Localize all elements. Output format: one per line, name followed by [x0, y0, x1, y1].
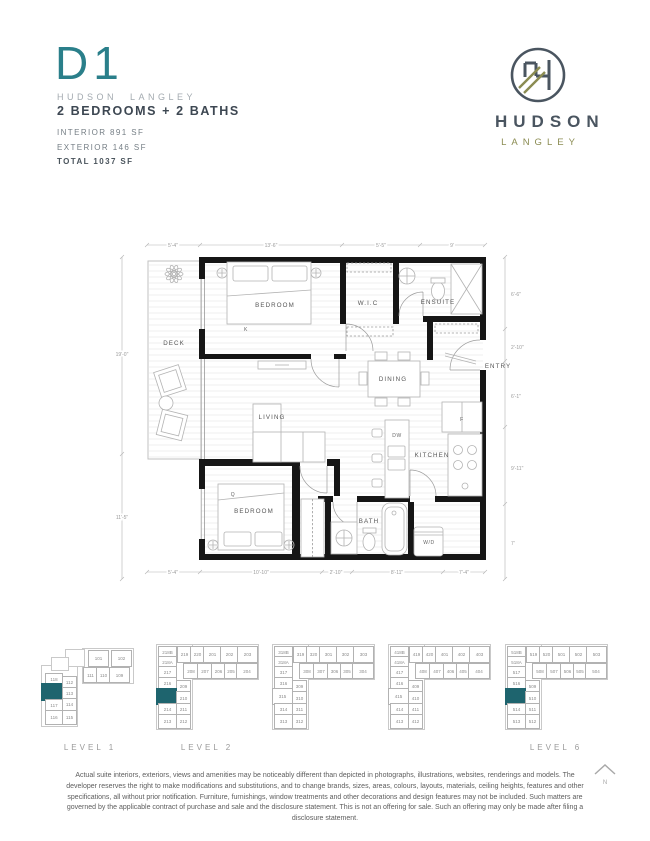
keyplan-unit: 410 — [408, 691, 423, 705]
disclaimer-text: Actual suite interiors, exteriors, views and amenities may be noticeably different than depicted in photographs, illustrations, websites, renderings and models. The developer reserves the right to make modifications and substitutions, and to change brands, sizes, areas, colours, layouts, materials, ceiling heights, features and other specifications, all without prior notification. Furniture, furnishings, window treatments and other decorations and design features may not be included. Such matters are governed by the applicable contract of purchase and sale and the disclosure statement. This is not an offering for sale. Such an offering may only be made after filing a disclosure statement. — [66, 772, 584, 823]
keyplan-unit: 318A — [274, 656, 293, 668]
keyplan-unit: 514 — [507, 703, 526, 716]
keyplan-unit: 112 — [62, 676, 77, 689]
keyplan-unit: 402 — [452, 646, 471, 663]
keyplan-unit: 312 — [292, 714, 307, 729]
keyplan-unit: 217 — [158, 666, 177, 679]
logo-subword: LANGLEY — [501, 137, 580, 148]
svg-text:11'-5": 11'-5" — [115, 515, 129, 521]
keyplan-unit: 209 — [176, 680, 191, 693]
keyplan-unit: 110 — [96, 667, 111, 683]
keyplan-unit: 203 — [237, 646, 258, 663]
keyplan-unit: 115 — [62, 710, 77, 725]
keyplan-unit: 205 — [224, 663, 238, 679]
keyplan-unit: 419 — [409, 646, 424, 663]
keyplan-unit: 415 — [388, 688, 409, 705]
keyplan-unit: 114 — [62, 698, 77, 711]
plan-code: D1 — [55, 37, 124, 89]
keyplan-caption: LEVEL 1 — [63, 743, 117, 752]
keyplan-level-1 — [38, 643, 142, 735]
keyplan-unit: 517 — [507, 666, 526, 679]
kitchen-label: KITCHEN — [414, 452, 450, 459]
keyplan-unit: 316 — [274, 677, 293, 690]
keyplan-unit: 513 — [507, 714, 526, 729]
svg-text:7': 7' — [511, 541, 515, 547]
keyplan-level-4 — [387, 643, 491, 735]
keyplan-unit: 518A — [507, 656, 526, 668]
exterior-area: EXTERIOR 146 SF — [57, 143, 147, 152]
bedroom2-label: BEDROOM — [234, 508, 274, 515]
svg-text:5'-4": 5'-4" — [168, 570, 178, 576]
keyplan-unit: 510 — [525, 691, 540, 705]
keyplan-unit: 220 — [190, 646, 205, 663]
keyplan-unit: 501 — [552, 646, 571, 663]
svg-text:5'-4": 5'-4" — [168, 243, 178, 249]
hudson-langley-logo — [489, 46, 605, 148]
keyplan-unit: 520 — [539, 646, 554, 663]
svg-text:8'-11": 8'-11" — [390, 570, 404, 576]
keyplan-unit: 117 — [45, 699, 63, 712]
keyplan-unit: 509 — [525, 680, 540, 693]
keyplan-unit: 512 — [525, 714, 540, 729]
north-arrow-icon — [592, 762, 618, 788]
keyplan-unit: 118 — [45, 673, 63, 685]
keyplan-unit: 317 — [274, 666, 293, 679]
bedroom1-label: BEDROOM — [255, 302, 295, 309]
keyplan-unit: 208 — [183, 663, 199, 679]
keyplan-unit: 408 — [415, 663, 431, 679]
keyplan-unit: 319 — [293, 646, 308, 663]
keyplan-unit: 411 — [408, 703, 423, 716]
keyplan-unit: 214 — [158, 703, 177, 716]
king-bed-label: K — [244, 327, 248, 333]
keyplan-unit: 407 — [429, 663, 445, 679]
svg-text:2'-10": 2'-10" — [329, 570, 343, 576]
keyplan-unit: 314 — [274, 703, 293, 716]
keyplan-caption: LEVEL 6 — [529, 743, 583, 752]
keyplan-unit: 503 — [586, 646, 607, 663]
keyplan-unit: 409 — [408, 680, 423, 693]
logo-monogram-icon — [509, 46, 567, 104]
svg-text:6'-6": 6'-6" — [511, 292, 521, 298]
ensuite-label: ENSUITE — [420, 299, 456, 306]
svg-text:19'-0": 19'-0" — [115, 352, 129, 358]
keyplan-unit: 210 — [176, 691, 191, 705]
keyplan-unit: 206 — [211, 663, 226, 679]
bath-label: BATH — [358, 518, 380, 525]
keyplan-unit: 505 — [573, 663, 587, 679]
keyplan-unit: 502 — [569, 646, 588, 663]
keyplan-unit: 111 — [83, 667, 98, 683]
total-area: TOTAL 1037 SF — [57, 157, 134, 166]
keyplan-unit: 213 — [158, 714, 177, 729]
keyplan-unit: 401 — [435, 646, 454, 663]
suite-type: 2 BEDROOMS + 2 BATHS — [57, 104, 240, 118]
keyplan-unit: 313 — [274, 714, 293, 729]
keyplan-level-2 — [155, 643, 259, 735]
keyplan-building-outline — [51, 657, 69, 671]
wic-label: W.I.C — [357, 300, 379, 307]
interior-area: INTERIOR 891 SF — [57, 128, 145, 137]
living-label: LIVING — [258, 414, 286, 421]
bedroom2-furniture — [208, 484, 294, 550]
svg-text:7'-4": 7'-4" — [459, 570, 469, 576]
keyplan-level-3 — [271, 643, 375, 735]
keyplan-unit: 504 — [585, 663, 607, 679]
keyplan-unit: 303 — [353, 646, 374, 663]
keyplan-unit: 412 — [408, 714, 423, 729]
keyplan-unit: 404 — [468, 663, 490, 679]
keyplan-unit: 307 — [313, 663, 329, 679]
keyplan-unit: 416 — [390, 677, 409, 690]
keyplan-unit: 109 — [109, 667, 130, 683]
keyplan-unit: 204 — [236, 663, 258, 679]
fridge-label: F — [460, 417, 464, 423]
keyplan-unit: 507 — [546, 663, 562, 679]
keyplan-unit: 318B — [274, 646, 293, 658]
keyplan-unit: 218A — [158, 656, 177, 668]
keyplan-caption: LEVEL 2 — [180, 743, 234, 752]
dishwasher-label: DW — [392, 433, 402, 439]
keyplan-unit: 207 — [197, 663, 213, 679]
keyplan-unit: 201 — [203, 646, 222, 663]
keyplan-unit: 511 — [525, 703, 540, 716]
bedroom1-furniture — [217, 262, 321, 324]
keyplan-unit: 308 — [299, 663, 315, 679]
keyplan-unit: 202 — [220, 646, 239, 663]
keyplan-unit: 302 — [336, 646, 355, 663]
keyplan-unit: 403 — [469, 646, 490, 663]
keyplan-unit: 405 — [456, 663, 470, 679]
project-name: HUDSON LANGLEY — [57, 92, 197, 102]
keyplan-unit: 506 — [560, 663, 575, 679]
keyplan-unit: 420 — [422, 646, 437, 663]
dining-label: DINING — [378, 376, 408, 383]
washer-dryer-label: W/D — [423, 540, 435, 546]
logo-wordmark: HUDSON — [495, 112, 605, 131]
keyplan-unit: 218B — [158, 646, 177, 658]
svg-text:2'-10": 2'-10" — [511, 345, 524, 351]
keyplan-unit: 306 — [327, 663, 342, 679]
keyplan-unit: 219 — [177, 646, 192, 663]
keyplan-unit: 508 — [532, 663, 548, 679]
keyplan-unit: 310 — [292, 691, 307, 705]
keyplan-unit: 102 — [111, 650, 132, 667]
keyplan-unit: 101 — [88, 650, 109, 667]
queen-bed-label: Q — [230, 492, 236, 498]
keyplan-unit: 304 — [352, 663, 374, 679]
keyplan-unit: 116 — [45, 710, 63, 725]
svg-text:9'-11": 9'-11" — [511, 466, 524, 472]
keyplan-unit: 413 — [390, 714, 409, 729]
keyplan-unit: 311 — [292, 703, 307, 716]
keyplan-unit: 519 — [526, 646, 541, 663]
keyplan-unit: 417 — [390, 666, 409, 679]
deck-label: DECK — [163, 340, 185, 347]
keyplan-unit: 216 — [158, 677, 177, 690]
keyplan-unit: 406 — [443, 663, 458, 679]
north-label: N — [602, 780, 608, 786]
keyplan-unit: 315 — [272, 688, 293, 705]
keyplan-unit: 418B — [390, 646, 409, 658]
svg-text:9': 9' — [450, 243, 454, 249]
keyplan-unit: 211 — [176, 703, 191, 716]
keyplan-strip — [38, 643, 623, 761]
svg-text:10'-10": 10'-10" — [253, 570, 269, 576]
keyplan-unit: 305 — [340, 663, 354, 679]
svg-text:6'-1": 6'-1" — [511, 394, 521, 400]
keyplan-level-6 — [504, 643, 608, 735]
keyplan-unit: 414 — [390, 703, 409, 716]
floorplan-drawing — [105, 232, 540, 584]
keyplan-unit: 113 — [62, 687, 77, 700]
keyplan-unit: 516 — [507, 677, 526, 690]
keyplan-unit: 309 — [292, 680, 307, 693]
keyplan-unit: 301 — [319, 646, 338, 663]
svg-text:5'-5": 5'-5" — [376, 243, 386, 249]
keyplan-unit: 212 — [176, 714, 191, 729]
entry-label: ENTRY — [484, 363, 512, 370]
svg-text:13'-6": 13'-6" — [264, 243, 278, 249]
keyplan-unit: 320 — [306, 646, 321, 663]
keyplan-unit: 418A — [390, 656, 409, 668]
keyplan-unit: 518B — [507, 646, 526, 658]
